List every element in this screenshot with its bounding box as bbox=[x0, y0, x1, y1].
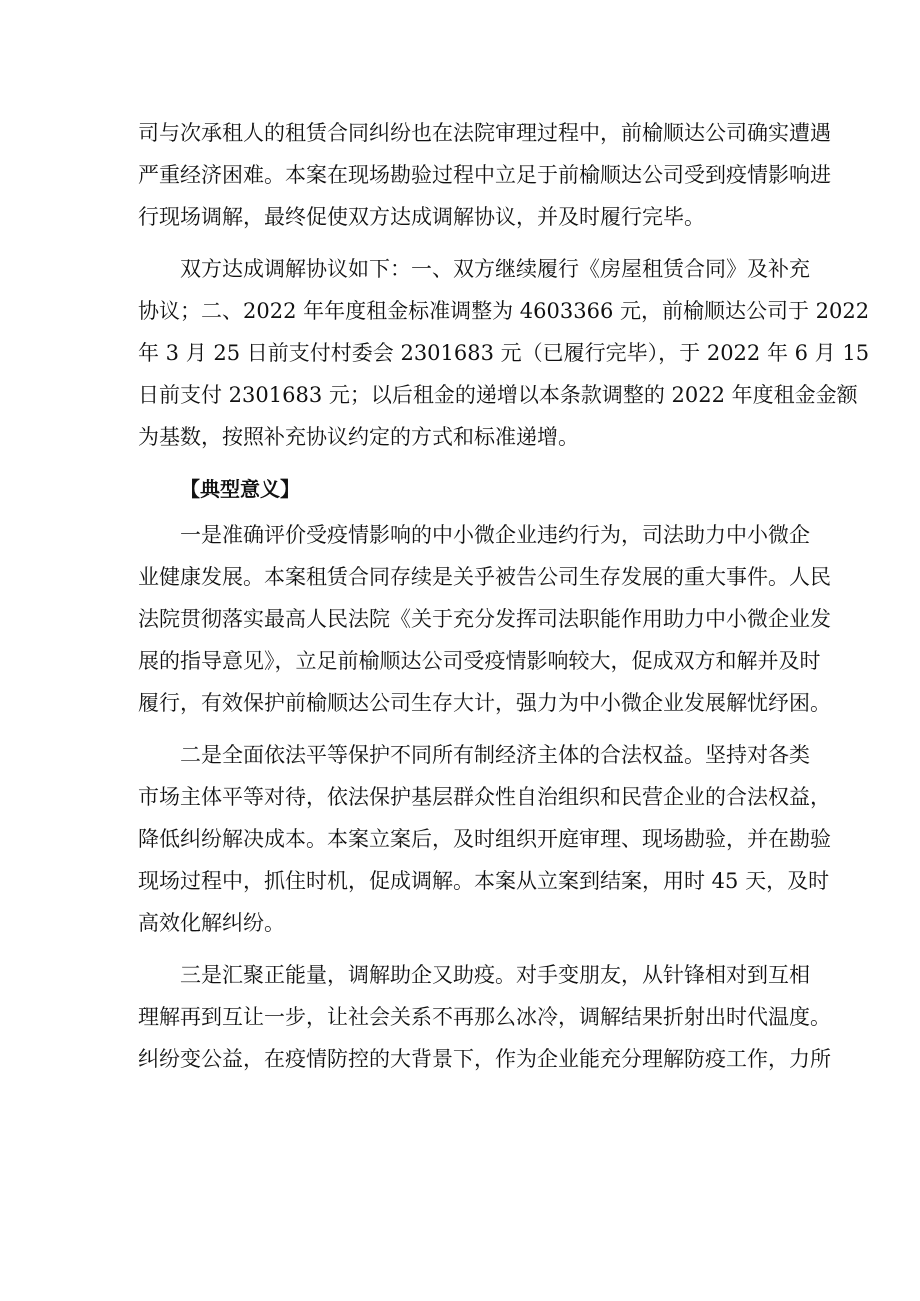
text-line: 严重经济困难。本案在现场勘验过程中立足于前榆顺达公司受到疫情影响进 bbox=[138, 163, 831, 187]
text-line: 高效化解纠纷。 bbox=[138, 911, 285, 935]
paragraph-agreement bbox=[138, 248, 870, 458]
paragraph-continuation bbox=[138, 112, 831, 238]
text-line: 展的指导意见》，立足前榆顺达公司受疫情影响较大，促成双方和解并及时 bbox=[138, 649, 821, 673]
text-line: 业健康发展。本案租赁合同存续是关乎被告公司生存发展的重大事件。人民 bbox=[138, 565, 831, 589]
text-line: 协议；二、2022 年年度租金标准调整为 4603366 元，前榆顺达公司于 2022 bbox=[138, 299, 870, 323]
paragraph-point-three bbox=[138, 954, 831, 1080]
paragraph-gap bbox=[138, 238, 802, 248]
text-line: 现场过程中，抓住时机，促成调解。本案从立案到结案，用时 45 天，及时 bbox=[138, 869, 830, 893]
paragraph-point-two bbox=[138, 734, 831, 944]
text-line: 法院贯彻落实最高人民法院《关于充分发挥司法职能作用助力中小微企业发 bbox=[138, 607, 831, 631]
text-line: 理解再到互让一步，让社会关系不再那么冰冷，调解结果折射出时代温度。 bbox=[138, 1005, 831, 1029]
paragraph-gap bbox=[138, 458, 802, 468]
text-line: 二是全面依法平等保护不同所有制经济主体的合法权益。坚持对各类 bbox=[180, 743, 810, 767]
document-body bbox=[138, 112, 870, 1080]
text-line: 市场主体平等对待，依法保护基层群众性自治组织和民营企业的合法权益， bbox=[138, 785, 831, 809]
text-line: 履行，有效保护前榆顺达公司生存大计，强力为中小微企业发展解忧纾困。 bbox=[138, 691, 831, 715]
text-line: 行现场调解，最终促使双方达成调解协议，并及时履行完毕。 bbox=[138, 205, 705, 229]
text-line: 三是汇聚正能量，调解助企又助疫。对手变朋友，从针锋相对到互相 bbox=[180, 963, 810, 987]
text-line: 年 3 月 25 日前支付村委会 2301683 元（已履行完毕），于 2022 年 6 月 15 bbox=[138, 341, 870, 365]
paragraph-point-one bbox=[138, 514, 831, 724]
text-line: 为基数，按照补充协议约定的方式和标准递增。 bbox=[138, 425, 579, 449]
text-line: 日前支付 2301683 元；以后租金的递增以本条款调整的 2022 年度租金金额 bbox=[138, 383, 858, 407]
paragraph-gap bbox=[138, 724, 802, 734]
text-line: 司与次承租人的租赁合同纠纷也在法院审理过程中，前榆顺达公司确实遭遇 bbox=[138, 121, 831, 145]
text-line: 纠纷变公益，在疫情防控的大背景下，作为企业能充分理解防疫工作，力所 bbox=[138, 1047, 831, 1071]
text-line: 双方达成调解协议如下：一、双方继续履行《房屋租赁合同》及补充 bbox=[180, 257, 810, 281]
text-line: 一是准确评价受疫情影响的中小微企业违约行为，司法助力中小微企 bbox=[180, 523, 810, 547]
section-heading: 【典型意义】 bbox=[180, 477, 300, 501]
text-line: 降低纠纷解决成本。本案立案后，及时组织开庭审理、现场勘验，并在勘验 bbox=[138, 827, 831, 851]
paragraph-gap bbox=[138, 944, 802, 954]
